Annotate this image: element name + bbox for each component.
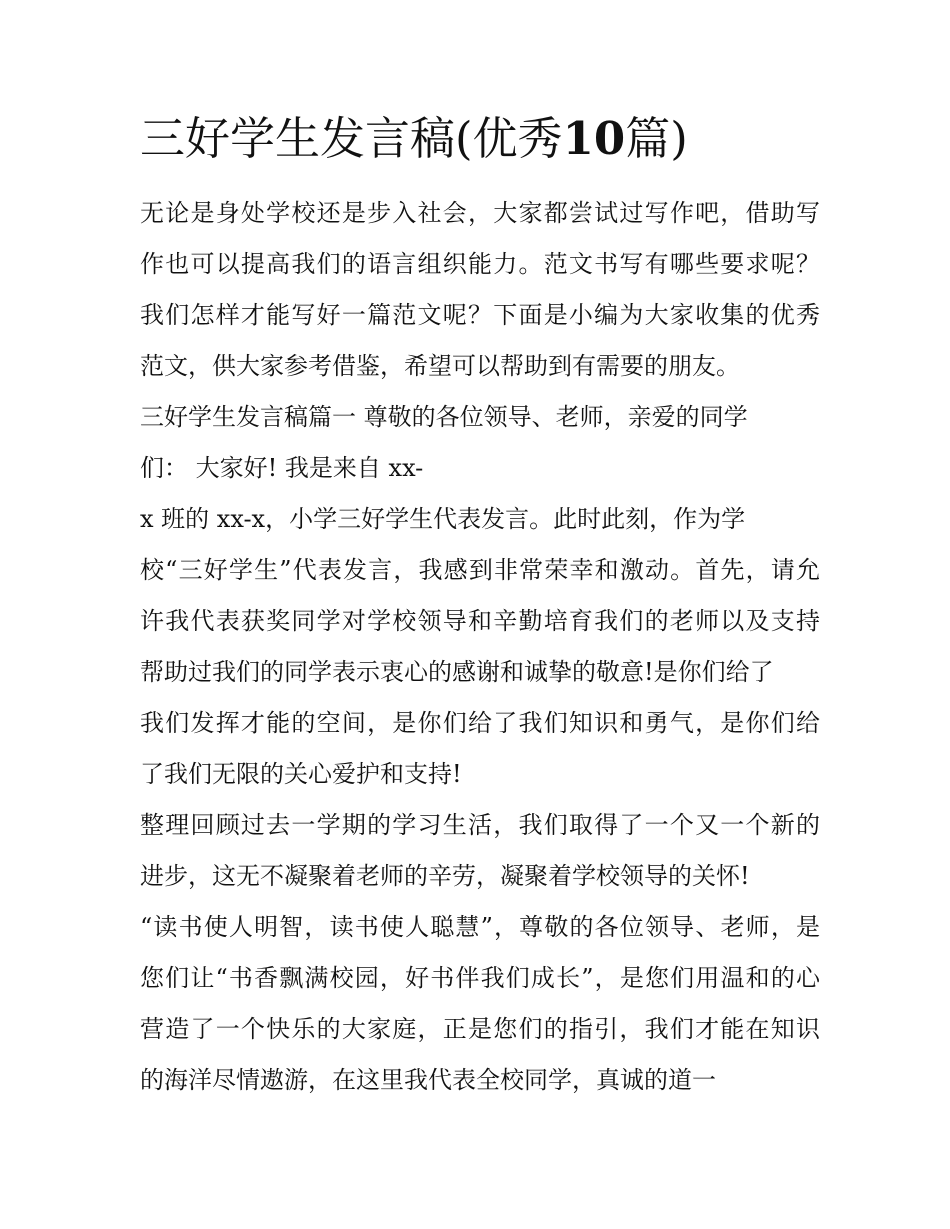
text-line: 我们怎样才能写好一篇范文呢？下面是小编为大家收集的优秀	[140, 301, 820, 329]
text-line: 的海洋尽情遨游，在这里我代表全校同学，真诚的道一	[140, 1066, 716, 1094]
text-line: 无论是身处学校还是步入社会，大家都尝试过写作吧，借助写	[140, 199, 820, 227]
text-line: 了我们无限的关心爱护和支持!	[140, 760, 462, 788]
text-line: “读书使人明智，读书使人聪慧”，尊敬的各位领导、老师，是	[140, 913, 820, 941]
text-line: 整理回顾过去一学期的学习生活，我们取得了一个又一个新的	[140, 811, 820, 839]
title-end: 篇)	[625, 112, 688, 165]
title-number: 10	[562, 112, 626, 165]
text-line: 进步，这无不凝聚着老师的辛劳，凝聚着学校领导的关怀!	[140, 862, 750, 890]
document-body	[140, 188, 820, 1106]
text-line: 帮助过我们的同学表示衷心的感谢和诚挚的敬意!是你们给了	[140, 658, 774, 686]
text-line: 校“三好学生”代表发言，我感到非常荣幸和激动。首先，请允	[140, 556, 820, 584]
document-page	[140, 112, 820, 1106]
text-line: 营造了一个快乐的大家庭，正是您们的指引，我们才能在知识	[140, 1015, 820, 1043]
text-line: 三好学生发言稿篇一 尊敬的各位领导、老师，亲爱的同学	[140, 403, 748, 431]
text-line: 您们让“书香飘满校园，好书伴我们成长”，是您们用温和的心	[140, 964, 820, 992]
text-line: x 班的 xx-x，小学三好学生代表发言。此时此刻，作为学	[140, 505, 746, 533]
text-line: 范文，供大家参考借鉴，希望可以帮助到有需要的朋友。	[140, 352, 740, 380]
text-line: 我们发挥才能的空间，是你们给了我们知识和勇气，是你们给	[140, 709, 820, 737]
document-title	[140, 112, 820, 166]
text-line: 作也可以提高我们的语言组织能力。范文书写有哪些要求呢？	[140, 250, 820, 278]
text-line: 许我代表获奖同学对学校领导和辛勤培育我们的老师以及支持	[140, 607, 820, 635]
text-line: 们： 大家好! 我是来自 xx-	[140, 454, 424, 482]
title-main: 三好学生发言稿(优秀	[140, 112, 563, 165]
